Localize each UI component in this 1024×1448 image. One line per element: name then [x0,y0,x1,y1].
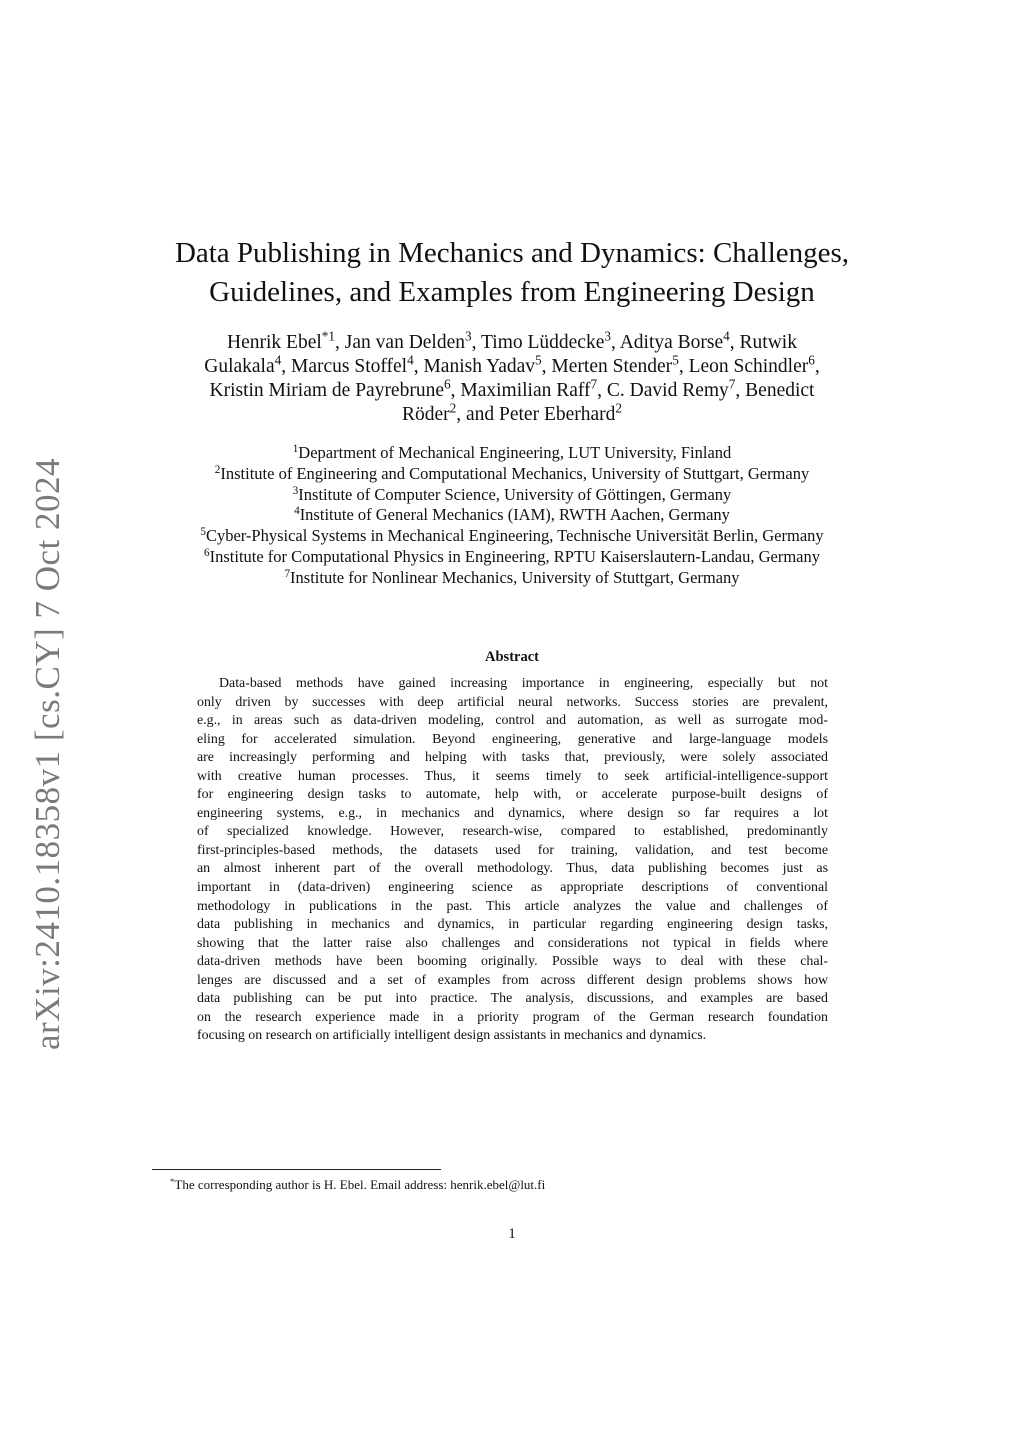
author-affiliation-mark: 5 [672,352,679,368]
author-name-part: Rutwik [739,332,797,353]
author-name: Aditya Borse [619,332,724,353]
abstract-body [197,675,828,1046]
abstract-line: an almost inherent part of the overall methodology. Thus, data publishing becomes just as [197,861,828,877]
abstract-line: lenges are discussed and a set of examples from across different design problems shows how [197,972,828,988]
author-name-part: Röder [401,404,450,425]
author-name: Leon Schindler [688,356,809,377]
title-line: Guidelines, and Examples from Engineering Design [209,276,815,308]
author-separator: , [413,356,424,377]
author-line: Kristin Miriam de Payrebrune$^6$, Maximilian Raff$^7$, C. David Remy$^7$, Benedict [209,376,815,401]
affiliation-mark: 6 [204,546,210,559]
author-affiliation-mark: 2 [615,400,623,416]
author-affiliation-mark: 7 [728,376,736,392]
affiliation-mark: 5 [200,526,206,539]
author-separator: , [450,380,461,401]
author-affiliation-mark: 6 [444,376,451,392]
affiliation-line [140,485,884,506]
author-name: Manish Yadav [423,356,536,377]
affiliation-text: Institute for Nonlinear Mechanics, University of Stuttgart, Germany [290,567,740,587]
affiliation-mark: 4 [294,505,300,518]
affiliation-text: Institute for Computational Physics in Engineering, RPTU Kaiserslautern-Landau, Germany [209,546,820,566]
author-list [150,328,874,427]
abstract-heading: Abstract [485,649,539,665]
abstract-line: eling for accelerated simulation. Beyond engineering, generative and large-language models [197,731,828,747]
author-affiliation-mark: 4 [274,352,282,368]
author-name: Maximilian Raff [460,380,591,401]
affiliation-text: Department of Mechanical Engineering, LUT University, Finland [298,443,732,462]
affiliation-line [140,464,884,485]
author-line: Gulakala$^4$, Marcus Stoffel$^4$, Manish Yadav$^5$, Merten Stender$^5$, Leon Schindler$^6$, [204,352,820,377]
author-name: Jan van Delden [344,332,466,353]
author-separator: , [471,332,482,353]
author-separator: , [281,356,291,377]
affiliation-text: Cyber-Physical Systems in Mechanical Engineering, Technische Universität Berlin, Germany [205,526,824,546]
author-separator: , [597,380,607,401]
abstract-line: important in (data-driven) engineering science as appropriate descriptions of conventional [197,880,828,896]
abstract-line: of specialized knowledge. However, research-wise, compared to established, predominantly [197,824,828,840]
affiliation-list [140,443,884,589]
author-affiliation-mark: 4 [723,328,730,344]
author-name-part: Gulakala [204,356,275,377]
affiliation-text: Institute of Engineering and Computational Mechanics, University of Stuttgart, Germany [220,463,810,483]
author-separator: , [678,356,689,377]
affiliation-line [140,526,884,547]
affiliation-line [140,568,884,589]
affiliation-mark: 7 [284,567,291,580]
affiliation-line [140,547,884,568]
author-separator: , [611,332,620,353]
author-affiliation-mark: 7 [590,376,598,392]
abstract-line: for engineering design tasks to automate, help with, or accelerate purpose-built designs of [197,787,828,803]
author-separator: , and [456,404,500,425]
abstract-line: data publishing in mechanics and dynamics, in particular regarding engineering design tasks, [197,917,828,933]
abstract-line: e.g., in areas such as data-driven modeling, control and automation, as well as surrogate mod- [197,713,828,729]
author-affiliation-mark: 4 [407,352,414,368]
page-number: 1 [508,1226,516,1242]
author-name: Henrik Ebel [227,332,322,353]
author-name: Merten Stender [551,356,673,377]
abstract-line: on the research experience made in a priority program of the German research foundation [197,1009,828,1025]
abstract-line: focusing on research on artificially intelligent design assistants in mechanics and dynamics. [197,1028,707,1044]
author-separator: , [335,332,345,353]
abstract-line: first-principles-based methods, the datasets used for training, validation, and test become [197,842,828,858]
abstract-line: Data-based methods have gained increasing importance in engineering, especially but not [219,676,828,691]
affiliation-text: Institute of General Mechanics (IAM), RWTH Aachen, Germany [299,505,730,525]
abstract-line: showing that the latter raise also challenges and considerations not typical in fields where [197,935,828,951]
author-separator: , [541,356,552,377]
abstract-line: data-driven methods have been booming originally. Possible ways to deal with these chal- [197,954,828,970]
author-line [150,400,874,427]
abstract-line: engineering systems, e.g., in mechanics and dynamics, where design so far requires a lot [197,805,828,821]
affiliation-mark: 1 [292,442,299,455]
affiliation-text: Institute of Computer Science, University of Göttingen, Germany [298,484,732,504]
affiliation-line [140,505,884,526]
footnote-divider [152,1169,441,1170]
abstract-line: data publishing can be put into practice. The analysis, discussions, and examples are based [197,991,828,1007]
author-name: C. David Remy [606,380,729,401]
title-line: Data Publishing in Mechanics and Dynamics: Challenges, [174,237,850,269]
author-name: Peter Eberhard [499,404,616,425]
abstract-line: methodology in publications in the past. This article analyzes the value and challenges of [197,898,828,914]
footnote-mark: * [170,1176,175,1187]
abstract-line: with creative human processes. Thus, it seems timely to seek artificial-intelligence-support [197,768,828,784]
corresponding-author-footnote [170,1176,870,1194]
author-line: Henrik Ebel$^{*1}$, Jan van Delden$^3$, Timo Lüddecke$^3$, Aditya Borse$^4$, Rutwik [227,328,797,353]
author-name: Timo Lüddecke [481,332,605,353]
author-affiliation-mark: 3 [604,328,611,344]
abstract-line: are increasingly performing and helping with tasks that, previously, were solely associated [197,750,828,766]
arxiv-identifier-stamp [20,458,76,1050]
author-name: Marcus Stoffel [291,356,408,377]
affiliation-mark: 3 [292,484,299,497]
author-affiliation-mark: 6 [808,352,815,368]
affiliation-line [140,443,884,464]
abstract-line: only driven by successes with deep artificial neural networks. Success stories are prevalent, [197,694,828,710]
paper-title [150,234,874,312]
author-affiliation-mark: *1 [321,328,336,344]
footnote-text: The corresponding author is H. Ebel. Email address: henrik.ebel@lut.fi [174,1177,546,1192]
author-name-part: Benedict [745,380,815,401]
author-affiliation-mark: 5 [535,352,542,368]
affiliation-mark: 2 [214,463,221,476]
author-affiliation-mark: 2 [449,400,457,416]
arxiv-identifier-text: arXiv:2410.18358v1 [cs.CY] 7 Oct 2024 [28,457,68,1051]
author-affiliation-mark: 3 [465,328,472,344]
author-name: Kristin Miriam de Payrebrune [209,380,444,401]
